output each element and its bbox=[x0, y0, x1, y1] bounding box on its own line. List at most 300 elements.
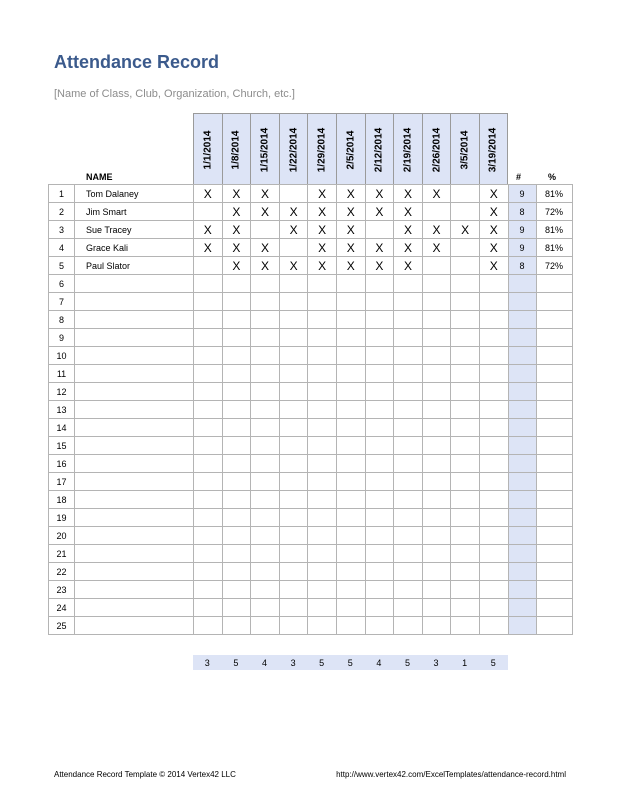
attendance-cell[interactable] bbox=[336, 275, 365, 293]
attendance-cell[interactable] bbox=[308, 545, 337, 563]
attendance-cell[interactable] bbox=[194, 365, 223, 383]
attendance-cell[interactable] bbox=[422, 473, 451, 491]
attendance-cell[interactable] bbox=[279, 401, 308, 419]
attendance-cell[interactable] bbox=[308, 509, 337, 527]
attendance-cell[interactable] bbox=[194, 293, 223, 311]
attendance-cell[interactable] bbox=[451, 455, 480, 473]
attendance-cell[interactable] bbox=[251, 455, 280, 473]
attendance-cell[interactable] bbox=[279, 275, 308, 293]
attendance-cell[interactable] bbox=[394, 563, 423, 581]
attendance-cell[interactable] bbox=[194, 347, 223, 365]
attendance-cell[interactable] bbox=[251, 275, 280, 293]
attendance-cell[interactable] bbox=[422, 275, 451, 293]
attendance-cell[interactable] bbox=[394, 581, 423, 599]
attendance-cell[interactable] bbox=[365, 509, 394, 527]
attendance-cell[interactable] bbox=[422, 293, 451, 311]
attendance-cell[interactable] bbox=[194, 455, 223, 473]
attendance-cell[interactable] bbox=[451, 581, 480, 599]
attendance-cell[interactable] bbox=[308, 617, 337, 635]
attendance-cell[interactable] bbox=[451, 185, 480, 203]
attendance-cell[interactable] bbox=[451, 293, 480, 311]
attendance-cell[interactable] bbox=[365, 545, 394, 563]
attendance-cell[interactable] bbox=[279, 527, 308, 545]
member-name-cell[interactable] bbox=[75, 563, 194, 581]
attendance-cell[interactable] bbox=[194, 491, 223, 509]
attendance-cell[interactable] bbox=[194, 275, 223, 293]
attendance-cell[interactable] bbox=[336, 491, 365, 509]
attendance-cell[interactable] bbox=[308, 437, 337, 455]
attendance-cell[interactable]: X bbox=[336, 221, 365, 239]
attendance-cell[interactable] bbox=[422, 311, 451, 329]
attendance-cell[interactable] bbox=[451, 563, 480, 581]
attendance-cell[interactable] bbox=[194, 473, 223, 491]
attendance-cell[interactable] bbox=[365, 311, 394, 329]
attendance-cell[interactable] bbox=[394, 491, 423, 509]
attendance-cell[interactable] bbox=[222, 293, 251, 311]
attendance-cell[interactable] bbox=[479, 329, 508, 347]
member-name-cell[interactable] bbox=[75, 293, 194, 311]
attendance-cell[interactable] bbox=[222, 383, 251, 401]
attendance-cell[interactable] bbox=[422, 401, 451, 419]
attendance-cell[interactable] bbox=[279, 563, 308, 581]
member-name-cell[interactable] bbox=[75, 473, 194, 491]
attendance-cell[interactable]: X bbox=[479, 185, 508, 203]
attendance-cell[interactable] bbox=[365, 347, 394, 365]
attendance-cell[interactable]: X bbox=[308, 185, 337, 203]
attendance-cell[interactable] bbox=[308, 527, 337, 545]
attendance-cell[interactable] bbox=[394, 599, 423, 617]
attendance-cell[interactable] bbox=[365, 329, 394, 347]
attendance-cell[interactable] bbox=[251, 563, 280, 581]
attendance-cell[interactable] bbox=[222, 473, 251, 491]
attendance-cell[interactable]: X bbox=[422, 185, 451, 203]
attendance-cell[interactable] bbox=[451, 545, 480, 563]
attendance-cell[interactable] bbox=[194, 437, 223, 455]
attendance-cell[interactable] bbox=[336, 563, 365, 581]
attendance-cell[interactable] bbox=[451, 437, 480, 455]
attendance-cell[interactable] bbox=[394, 293, 423, 311]
attendance-cell[interactable] bbox=[222, 329, 251, 347]
attendance-cell[interactable] bbox=[394, 455, 423, 473]
attendance-cell[interactable]: X bbox=[251, 239, 280, 257]
attendance-cell[interactable] bbox=[251, 347, 280, 365]
member-name-cell[interactable] bbox=[75, 329, 194, 347]
attendance-cell[interactable]: X bbox=[279, 257, 308, 275]
attendance-cell[interactable] bbox=[279, 599, 308, 617]
attendance-cell[interactable] bbox=[451, 383, 480, 401]
attendance-cell[interactable] bbox=[422, 581, 451, 599]
attendance-cell[interactable] bbox=[422, 437, 451, 455]
attendance-cell[interactable] bbox=[194, 419, 223, 437]
attendance-cell[interactable] bbox=[251, 401, 280, 419]
attendance-cell[interactable] bbox=[336, 455, 365, 473]
attendance-cell[interactable]: X bbox=[336, 185, 365, 203]
attendance-cell[interactable]: X bbox=[251, 185, 280, 203]
attendance-cell[interactable] bbox=[422, 257, 451, 275]
attendance-cell[interactable] bbox=[308, 599, 337, 617]
attendance-cell[interactable] bbox=[422, 563, 451, 581]
attendance-cell[interactable] bbox=[308, 311, 337, 329]
attendance-cell[interactable]: X bbox=[222, 185, 251, 203]
attendance-cell[interactable] bbox=[451, 365, 480, 383]
attendance-cell[interactable] bbox=[336, 383, 365, 401]
attendance-cell[interactable] bbox=[308, 491, 337, 509]
attendance-cell[interactable] bbox=[308, 365, 337, 383]
attendance-cell[interactable] bbox=[251, 527, 280, 545]
attendance-cell[interactable]: X bbox=[194, 185, 223, 203]
attendance-cell[interactable]: X bbox=[308, 221, 337, 239]
attendance-cell[interactable] bbox=[336, 347, 365, 365]
attendance-cell[interactable] bbox=[279, 545, 308, 563]
attendance-cell[interactable] bbox=[365, 527, 394, 545]
attendance-cell[interactable] bbox=[365, 563, 394, 581]
attendance-cell[interactable] bbox=[336, 419, 365, 437]
attendance-cell[interactable] bbox=[222, 581, 251, 599]
attendance-cell[interactable] bbox=[251, 293, 280, 311]
attendance-cell[interactable] bbox=[194, 617, 223, 635]
attendance-cell[interactable] bbox=[451, 509, 480, 527]
attendance-cell[interactable] bbox=[279, 509, 308, 527]
attendance-cell[interactable] bbox=[251, 617, 280, 635]
attendance-cell[interactable] bbox=[365, 491, 394, 509]
attendance-cell[interactable] bbox=[222, 599, 251, 617]
attendance-cell[interactable] bbox=[222, 455, 251, 473]
attendance-cell[interactable] bbox=[479, 455, 508, 473]
attendance-cell[interactable] bbox=[308, 473, 337, 491]
attendance-cell[interactable] bbox=[336, 311, 365, 329]
attendance-cell[interactable]: X bbox=[279, 203, 308, 221]
attendance-cell[interactable] bbox=[251, 491, 280, 509]
attendance-cell[interactable] bbox=[394, 401, 423, 419]
attendance-cell[interactable] bbox=[308, 275, 337, 293]
attendance-cell[interactable] bbox=[194, 311, 223, 329]
attendance-cell[interactable] bbox=[394, 383, 423, 401]
attendance-cell[interactable] bbox=[194, 203, 223, 221]
attendance-cell[interactable] bbox=[251, 599, 280, 617]
attendance-cell[interactable] bbox=[222, 311, 251, 329]
attendance-cell[interactable]: X bbox=[308, 239, 337, 257]
attendance-cell[interactable] bbox=[394, 527, 423, 545]
attendance-cell[interactable]: X bbox=[279, 221, 308, 239]
attendance-cell[interactable]: X bbox=[479, 239, 508, 257]
attendance-cell[interactable] bbox=[365, 383, 394, 401]
attendance-cell[interactable] bbox=[222, 617, 251, 635]
attendance-cell[interactable] bbox=[222, 437, 251, 455]
member-name-cell[interactable] bbox=[75, 599, 194, 617]
attendance-cell[interactable] bbox=[279, 293, 308, 311]
attendance-cell[interactable] bbox=[365, 293, 394, 311]
attendance-cell[interactable] bbox=[222, 401, 251, 419]
attendance-cell[interactable] bbox=[394, 311, 423, 329]
attendance-cell[interactable] bbox=[308, 401, 337, 419]
attendance-cell[interactable] bbox=[279, 491, 308, 509]
attendance-cell[interactable]: X bbox=[365, 203, 394, 221]
attendance-cell[interactable] bbox=[279, 185, 308, 203]
attendance-cell[interactable] bbox=[279, 329, 308, 347]
attendance-cell[interactable] bbox=[365, 365, 394, 383]
attendance-cell[interactable] bbox=[451, 419, 480, 437]
attendance-cell[interactable] bbox=[365, 473, 394, 491]
attendance-cell[interactable] bbox=[422, 419, 451, 437]
attendance-cell[interactable]: X bbox=[222, 239, 251, 257]
attendance-cell[interactable] bbox=[194, 527, 223, 545]
attendance-cell[interactable] bbox=[479, 599, 508, 617]
member-name-cell[interactable] bbox=[75, 545, 194, 563]
attendance-cell[interactable]: X bbox=[251, 203, 280, 221]
attendance-cell[interactable] bbox=[422, 527, 451, 545]
attendance-cell[interactable] bbox=[336, 545, 365, 563]
attendance-cell[interactable] bbox=[451, 473, 480, 491]
attendance-cell[interactable] bbox=[451, 311, 480, 329]
attendance-cell[interactable] bbox=[365, 419, 394, 437]
attendance-cell[interactable] bbox=[194, 401, 223, 419]
member-name-cell[interactable] bbox=[75, 617, 194, 635]
attendance-cell[interactable] bbox=[479, 581, 508, 599]
attendance-cell[interactable] bbox=[394, 275, 423, 293]
attendance-cell[interactable] bbox=[279, 581, 308, 599]
attendance-cell[interactable] bbox=[279, 311, 308, 329]
member-name-cell[interactable] bbox=[75, 491, 194, 509]
member-name-cell[interactable]: Tom Dalaney bbox=[75, 185, 194, 203]
attendance-cell[interactable] bbox=[222, 527, 251, 545]
attendance-cell[interactable] bbox=[479, 419, 508, 437]
attendance-cell[interactable] bbox=[365, 437, 394, 455]
attendance-cell[interactable] bbox=[365, 581, 394, 599]
attendance-cell[interactable] bbox=[394, 545, 423, 563]
attendance-cell[interactable] bbox=[222, 419, 251, 437]
attendance-cell[interactable] bbox=[194, 581, 223, 599]
attendance-cell[interactable] bbox=[336, 365, 365, 383]
attendance-cell[interactable] bbox=[308, 329, 337, 347]
attendance-cell[interactable]: X bbox=[479, 257, 508, 275]
attendance-cell[interactable] bbox=[365, 455, 394, 473]
attendance-cell[interactable]: X bbox=[479, 221, 508, 239]
attendance-cell[interactable]: X bbox=[336, 239, 365, 257]
attendance-cell[interactable] bbox=[251, 383, 280, 401]
attendance-cell[interactable]: X bbox=[479, 203, 508, 221]
attendance-cell[interactable] bbox=[394, 419, 423, 437]
attendance-cell[interactable] bbox=[365, 599, 394, 617]
member-name-cell[interactable] bbox=[75, 419, 194, 437]
attendance-cell[interactable]: X bbox=[394, 185, 423, 203]
attendance-cell[interactable]: X bbox=[336, 257, 365, 275]
attendance-cell[interactable] bbox=[251, 365, 280, 383]
attendance-cell[interactable] bbox=[451, 347, 480, 365]
attendance-cell[interactable] bbox=[222, 563, 251, 581]
attendance-cell[interactable] bbox=[222, 545, 251, 563]
attendance-cell[interactable] bbox=[479, 617, 508, 635]
attendance-cell[interactable] bbox=[479, 383, 508, 401]
attendance-cell[interactable] bbox=[451, 599, 480, 617]
attendance-cell[interactable] bbox=[279, 473, 308, 491]
attendance-cell[interactable]: X bbox=[422, 239, 451, 257]
attendance-cell[interactable] bbox=[336, 581, 365, 599]
attendance-cell[interactable] bbox=[365, 401, 394, 419]
attendance-cell[interactable] bbox=[308, 419, 337, 437]
attendance-cell[interactable] bbox=[222, 491, 251, 509]
attendance-cell[interactable] bbox=[336, 509, 365, 527]
member-name-cell[interactable] bbox=[75, 275, 194, 293]
attendance-cell[interactable] bbox=[251, 221, 280, 239]
attendance-cell[interactable] bbox=[451, 617, 480, 635]
member-name-cell[interactable] bbox=[75, 347, 194, 365]
attendance-cell[interactable]: X bbox=[308, 203, 337, 221]
attendance-cell[interactable] bbox=[251, 419, 280, 437]
attendance-cell[interactable] bbox=[422, 383, 451, 401]
attendance-cell[interactable] bbox=[308, 347, 337, 365]
attendance-cell[interactable] bbox=[422, 455, 451, 473]
member-name-cell[interactable] bbox=[75, 401, 194, 419]
member-name-cell[interactable] bbox=[75, 311, 194, 329]
attendance-cell[interactable] bbox=[279, 455, 308, 473]
attendance-cell[interactable] bbox=[308, 581, 337, 599]
attendance-cell[interactable]: X bbox=[194, 221, 223, 239]
attendance-cell[interactable] bbox=[394, 509, 423, 527]
attendance-cell[interactable]: X bbox=[394, 221, 423, 239]
attendance-cell[interactable] bbox=[394, 473, 423, 491]
attendance-cell[interactable] bbox=[336, 599, 365, 617]
attendance-cell[interactable] bbox=[365, 221, 394, 239]
attendance-cell[interactable]: X bbox=[222, 203, 251, 221]
attendance-cell[interactable] bbox=[308, 455, 337, 473]
attendance-cell[interactable] bbox=[451, 275, 480, 293]
attendance-cell[interactable] bbox=[479, 545, 508, 563]
member-name-cell[interactable]: Sue Tracey bbox=[75, 221, 194, 239]
attendance-cell[interactable] bbox=[194, 599, 223, 617]
attendance-cell[interactable]: X bbox=[422, 221, 451, 239]
attendance-cell[interactable] bbox=[194, 545, 223, 563]
attendance-cell[interactable] bbox=[222, 347, 251, 365]
member-name-cell[interactable] bbox=[75, 527, 194, 545]
attendance-cell[interactable] bbox=[479, 293, 508, 311]
attendance-cell[interactable]: X bbox=[336, 203, 365, 221]
attendance-cell[interactable] bbox=[422, 509, 451, 527]
attendance-cell[interactable] bbox=[479, 347, 508, 365]
attendance-cell[interactable] bbox=[451, 203, 480, 221]
attendance-cell[interactable] bbox=[336, 437, 365, 455]
attendance-cell[interactable] bbox=[479, 473, 508, 491]
attendance-cell[interactable] bbox=[394, 437, 423, 455]
attendance-cell[interactable] bbox=[451, 401, 480, 419]
attendance-cell[interactable] bbox=[336, 473, 365, 491]
attendance-cell[interactable] bbox=[451, 491, 480, 509]
attendance-cell[interactable] bbox=[308, 293, 337, 311]
attendance-cell[interactable] bbox=[279, 419, 308, 437]
attendance-cell[interactable] bbox=[451, 239, 480, 257]
attendance-cell[interactable] bbox=[479, 563, 508, 581]
attendance-cell[interactable] bbox=[251, 509, 280, 527]
attendance-cell[interactable] bbox=[251, 437, 280, 455]
attendance-cell[interactable]: X bbox=[222, 221, 251, 239]
attendance-cell[interactable] bbox=[222, 365, 251, 383]
attendance-cell[interactable]: X bbox=[394, 239, 423, 257]
attendance-cell[interactable] bbox=[394, 329, 423, 347]
attendance-cell[interactable]: X bbox=[222, 257, 251, 275]
attendance-cell[interactable] bbox=[279, 437, 308, 455]
member-name-cell[interactable] bbox=[75, 365, 194, 383]
attendance-cell[interactable] bbox=[336, 329, 365, 347]
attendance-cell[interactable] bbox=[336, 401, 365, 419]
attendance-cell[interactable]: X bbox=[451, 221, 480, 239]
member-name-cell[interactable] bbox=[75, 509, 194, 527]
attendance-cell[interactable] bbox=[308, 383, 337, 401]
attendance-cell[interactable] bbox=[451, 527, 480, 545]
attendance-cell[interactable] bbox=[336, 293, 365, 311]
attendance-cell[interactable] bbox=[194, 329, 223, 347]
attendance-cell[interactable] bbox=[479, 401, 508, 419]
attendance-cell[interactable] bbox=[422, 617, 451, 635]
attendance-cell[interactable] bbox=[479, 365, 508, 383]
attendance-cell[interactable]: X bbox=[365, 257, 394, 275]
attendance-cell[interactable] bbox=[422, 365, 451, 383]
attendance-cell[interactable]: X bbox=[308, 257, 337, 275]
attendance-cell[interactable] bbox=[422, 347, 451, 365]
attendance-cell[interactable] bbox=[479, 437, 508, 455]
attendance-cell[interactable] bbox=[365, 617, 394, 635]
attendance-cell[interactable] bbox=[194, 257, 223, 275]
attendance-cell[interactable] bbox=[479, 491, 508, 509]
attendance-cell[interactable] bbox=[422, 329, 451, 347]
attendance-cell[interactable] bbox=[365, 275, 394, 293]
attendance-cell[interactable] bbox=[251, 473, 280, 491]
attendance-cell[interactable]: X bbox=[394, 257, 423, 275]
attendance-cell[interactable] bbox=[194, 563, 223, 581]
attendance-cell[interactable] bbox=[279, 365, 308, 383]
attendance-cell[interactable] bbox=[479, 311, 508, 329]
attendance-cell[interactable] bbox=[451, 257, 480, 275]
member-name-cell[interactable]: Jim Smart bbox=[75, 203, 194, 221]
attendance-cell[interactable] bbox=[479, 275, 508, 293]
member-name-cell[interactable] bbox=[75, 581, 194, 599]
attendance-cell[interactable] bbox=[336, 617, 365, 635]
attendance-cell[interactable]: X bbox=[365, 239, 394, 257]
attendance-cell[interactable] bbox=[336, 527, 365, 545]
member-name-cell[interactable]: Paul Slator bbox=[75, 257, 194, 275]
attendance-cell[interactable] bbox=[194, 509, 223, 527]
attendance-cell[interactable] bbox=[394, 347, 423, 365]
attendance-cell[interactable] bbox=[479, 509, 508, 527]
attendance-cell[interactable] bbox=[394, 617, 423, 635]
attendance-cell[interactable] bbox=[422, 203, 451, 221]
attendance-cell[interactable] bbox=[479, 527, 508, 545]
attendance-cell[interactable] bbox=[222, 509, 251, 527]
attendance-cell[interactable] bbox=[194, 383, 223, 401]
attendance-cell[interactable] bbox=[279, 617, 308, 635]
attendance-cell[interactable]: X bbox=[365, 185, 394, 203]
attendance-cell[interactable]: X bbox=[394, 203, 423, 221]
attendance-cell[interactable] bbox=[279, 383, 308, 401]
attendance-cell[interactable] bbox=[308, 563, 337, 581]
attendance-cell[interactable]: X bbox=[251, 257, 280, 275]
member-name-cell[interactable] bbox=[75, 383, 194, 401]
member-name-cell[interactable] bbox=[75, 437, 194, 455]
attendance-cell[interactable] bbox=[222, 275, 251, 293]
attendance-cell[interactable] bbox=[251, 581, 280, 599]
member-name-cell[interactable]: Grace Kali bbox=[75, 239, 194, 257]
attendance-cell[interactable] bbox=[451, 329, 480, 347]
attendance-cell[interactable] bbox=[279, 239, 308, 257]
attendance-cell[interactable] bbox=[251, 329, 280, 347]
attendance-cell[interactable] bbox=[251, 311, 280, 329]
member-name-cell[interactable] bbox=[75, 455, 194, 473]
attendance-cell[interactable] bbox=[422, 599, 451, 617]
attendance-cell[interactable]: X bbox=[194, 239, 223, 257]
attendance-cell[interactable] bbox=[422, 545, 451, 563]
attendance-cell[interactable] bbox=[394, 365, 423, 383]
attendance-cell[interactable] bbox=[279, 347, 308, 365]
attendance-cell[interactable] bbox=[251, 545, 280, 563]
attendance-cell[interactable] bbox=[422, 491, 451, 509]
